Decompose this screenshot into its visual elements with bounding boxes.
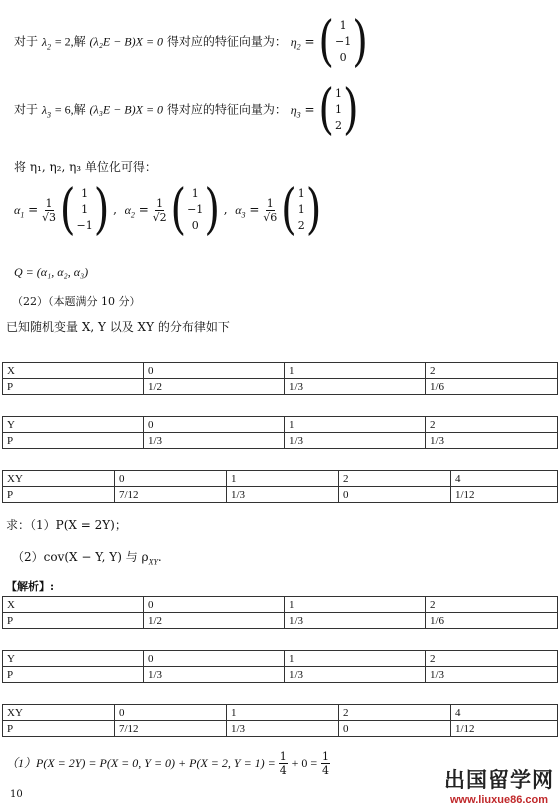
alpha-1: $\alpha_1$ xyxy=(14,202,25,219)
eta-symbol: $\eta_3$ xyxy=(290,102,301,119)
solution-label: 【解析】: xyxy=(6,580,55,593)
text-suffix: 得对应的特征向量为： xyxy=(166,102,287,117)
problem-header: （22）（本题满分 10 分） xyxy=(12,295,141,308)
text-prefix: 对于 xyxy=(14,34,39,49)
alpha-3: $\alpha_3$ xyxy=(235,202,246,219)
answer-1: （1）P(X = 2Y) = P(X = 0, Y = 0) + P(X = 2, Y = 1) = $\frac{1}{4}$ + 0 = $\frac{1}{4}$ xyxy=(6,750,329,777)
distribution-table-x: X 0 1 2 P 1/2 1/3 1/6 xyxy=(2,362,558,395)
eta-symbol: $\eta_2$ xyxy=(290,34,301,51)
eigen-line-2 xyxy=(14,10,368,74)
equals-sign: = xyxy=(304,34,315,49)
question-2: （2）cov(X − Y, Y) 与 $\rho_{XY}$. xyxy=(12,550,162,567)
problem-intro: 已知随机变量 X, Y 以及 XY 的分布律如下 xyxy=(6,320,230,334)
logo-text: 出国留学网 xyxy=(444,768,554,792)
question-1: 求：（1）P(X = 2Y)； xyxy=(6,518,127,532)
text-solve: 解 xyxy=(73,102,86,117)
q-definition: Q = (α₁, α₂, α₃) xyxy=(14,265,89,279)
alpha-1-coef: $\frac{1}{√3}$ xyxy=(42,196,57,224)
alpha-3-coef: $\frac{1}{√6}$ xyxy=(263,196,278,224)
page-number: 10 xyxy=(10,789,23,800)
eigenvector-matrix: ( 1 −1 0 ) xyxy=(318,10,368,74)
alpha-line: $\alpha_1$ = $\frac{1}{√3}$ ( 1 1 −1 ) , $\alpha_2$ = $\frac{1}{√2}$ ( 1 −1 0 ) , $\alpha_3$ = $\frac{1}{√6}$ ( 1 1 2 ) xyxy=(14,178,322,242)
text-suffix: 得对应的特征向量为： xyxy=(166,34,287,49)
eigen-line-3 xyxy=(14,78,359,142)
eigenvector-matrix: ( 1 1 2 ) xyxy=(318,78,359,142)
text-solve: 解 xyxy=(73,34,86,49)
solution-table-y: Y 0 1 2 P 1/3 1/3 1/3 xyxy=(2,650,558,683)
distribution-table-y: Y 0 1 2 P 1/3 1/3 1/3 xyxy=(2,416,558,449)
alpha-1-vector: ( 1 1 −1 ) xyxy=(59,178,110,242)
equation-expr: (λ₂E − B)X = 0 xyxy=(89,34,164,49)
answer-frac-1: $\frac{1}{4}$ xyxy=(279,750,287,777)
solution-table-x: X 0 1 2 P 1/2 1/3 1/6 xyxy=(2,596,558,629)
lambda-symbol: $\lambda_3$ xyxy=(41,102,52,119)
equals-sign: = xyxy=(304,102,315,117)
distribution-table-xy: XY 0 1 2 4 P 7/12 1/3 0 1/12 xyxy=(2,470,558,503)
lambda-value: = 6, xyxy=(54,102,74,117)
lambda-symbol: $\lambda_2$ xyxy=(41,34,52,51)
site-logo xyxy=(444,764,554,806)
solution-table-xy: XY 0 1 2 4 P 7/12 1/3 0 1/12 xyxy=(2,704,558,737)
equation-expr: (λ₃E − B)X = 0 xyxy=(89,102,164,117)
alpha-2-vector: ( 1 −1 0 ) xyxy=(170,178,220,242)
text-prefix: 对于 xyxy=(14,102,39,117)
answer-frac-2: $\frac{1}{4}$ xyxy=(321,750,329,777)
alpha-2: $\alpha_2$ xyxy=(124,202,135,219)
normalize-text: 将 η₁, η₂, η₃ 单位化可得： xyxy=(14,160,157,174)
alpha-2-coef: $\frac{1}{√2}$ xyxy=(152,196,167,224)
lambda-value: = 2, xyxy=(54,34,74,49)
alpha-3-vector: ( 1 1 2 ) xyxy=(281,178,322,242)
logo-url: www.liuxue86.com xyxy=(449,794,548,806)
